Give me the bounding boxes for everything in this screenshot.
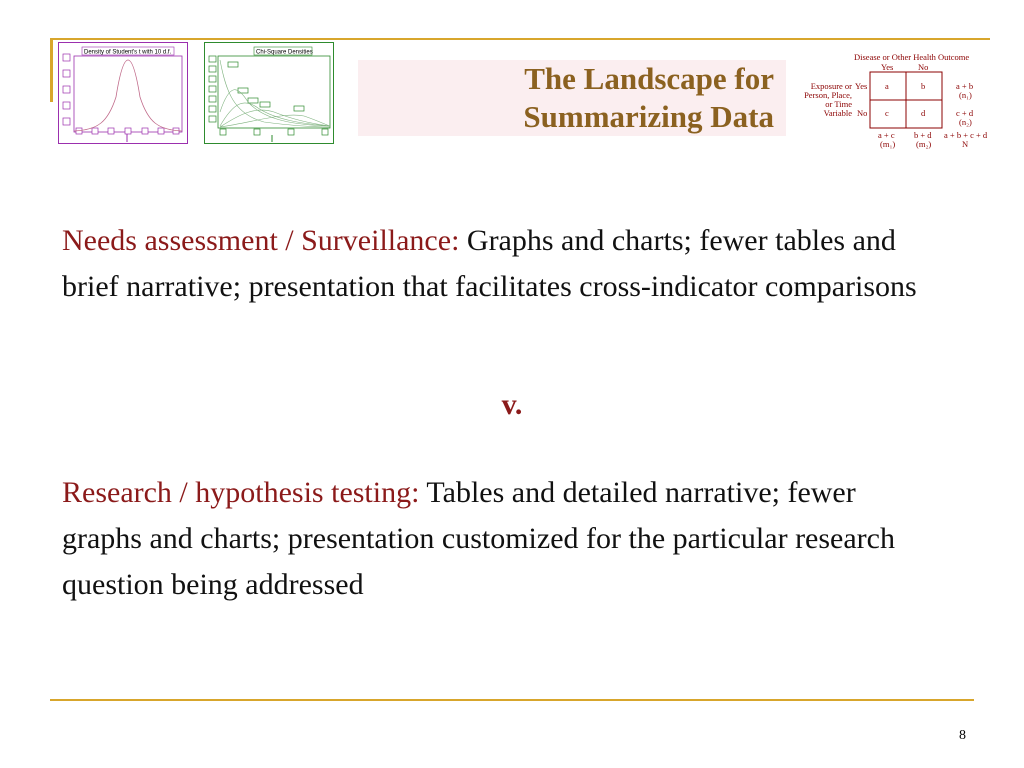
- ct-cell-b: b: [921, 81, 926, 91]
- chi-square-title: Chi-Square Densities: [256, 49, 313, 56]
- ct-row-label-1: Exposure or: [810, 81, 852, 91]
- research-lead: Research / hypothesis testing:: [62, 476, 420, 509]
- ct-grid: [786, 48, 1006, 158]
- ct-row-label-2: Person, Place,: [804, 90, 852, 100]
- ct-cell-d: d: [921, 108, 926, 118]
- title-box: [358, 60, 786, 136]
- frame-rule-bottom: [50, 699, 974, 701]
- contingency-table: [786, 48, 1006, 158]
- ct-cell-a: a: [885, 81, 889, 91]
- frame-rule-top: [50, 38, 990, 40]
- ct-col1-total: a + c: [878, 130, 895, 140]
- paragraph-needs-assessment: [62, 218, 942, 310]
- ct-grand-total: a + b + c + d: [944, 130, 988, 140]
- frame-accent-vertical: [50, 38, 53, 102]
- student-t-title: Density of Student's t with 10 d.f.: [84, 49, 172, 56]
- paragraph-research: [62, 470, 942, 608]
- ct-col-yes: Yes: [881, 62, 894, 72]
- ct-row2-total: c + d: [956, 108, 974, 118]
- needs-assessment-body: Graphs and charts; fewer tables and brief narrative; presentation that facilitates cross-indicator comparisons: [62, 224, 917, 303]
- ct-row-label-4: Variable: [823, 108, 852, 118]
- student-t-density-thumbnail: [58, 42, 188, 144]
- ct-header: Disease or Other Health Outcome: [854, 52, 970, 62]
- ct-col-no: No: [918, 62, 929, 72]
- ct-row1-total: a + b: [956, 81, 974, 91]
- ct-row-yes: Yes: [855, 81, 868, 91]
- ct-row1-total-sub: (n₁): [959, 90, 972, 100]
- chi-square-densities-thumbnail: [204, 42, 334, 144]
- slide-title: [523, 60, 774, 136]
- slide-title-line-1: The Landscape for: [524, 61, 774, 96]
- ct-cell-c: c: [885, 108, 889, 118]
- ct-col2-total-sub: (m₂): [916, 139, 932, 149]
- ct-col2-total: b + d: [914, 130, 932, 140]
- ct-col1-total-sub: (m₁): [880, 139, 896, 149]
- ct-row2-total-sub: (n₂): [959, 117, 972, 127]
- ct-grand-total-sub: N: [962, 139, 969, 149]
- needs-assessment-lead: Needs assessment / Surveillance:: [62, 224, 460, 257]
- slide-title-line-2: Summarizing Data: [523, 99, 774, 134]
- versus-label: v.: [501, 388, 523, 421]
- ct-row-label-3: or Time: [825, 99, 852, 109]
- page-number: 8: [959, 728, 966, 743]
- ct-row-no: No: [857, 108, 868, 118]
- research-body: Tables and detailed narrative; fewer graphs and charts; presentation customized for the particular research question being addressed: [62, 476, 895, 601]
